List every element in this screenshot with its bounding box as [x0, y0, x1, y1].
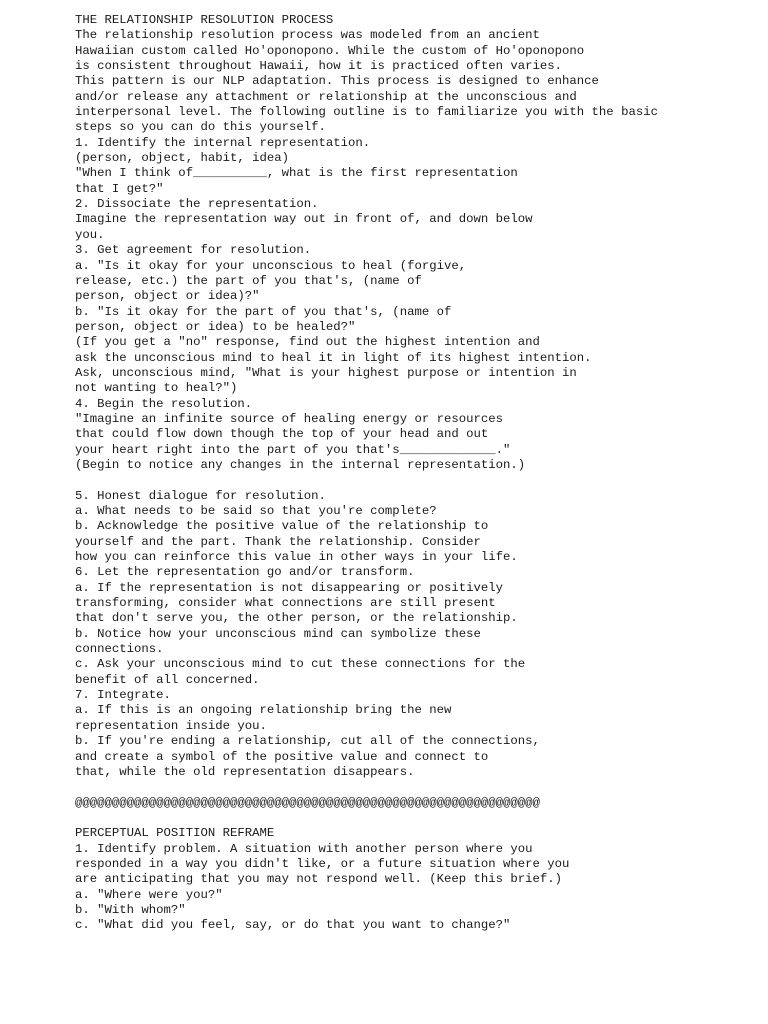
- text-line: b. Acknowledge the positive value of the relationship to: [75, 519, 489, 534]
- text-line: 7. Integrate.: [75, 688, 171, 703]
- text-line: c. Ask your unconscious mind to cut these connections for the: [75, 657, 526, 672]
- text-line: Imagine the representation way out in front of, and down below: [75, 212, 533, 227]
- text-line: your heart right into the part of you that's_____________.": [75, 442, 511, 457]
- text-line: "Imagine an infinite source of healing energy or resources: [75, 411, 504, 426]
- text-line: and/or release any attachment or relationship at the unconscious and: [75, 89, 577, 104]
- text-line: @@@@@@@@@@@@@@@@@@@@@@@@@@@@@@@@@@@@@@@@@@@@@@@@@@@@@@@@@@@@@@@: [75, 795, 540, 810]
- text-line: representation inside you.: [75, 718, 267, 733]
- text-line: b. "Is it okay for the part of you that's, (name of: [75, 304, 452, 319]
- text-line: a. If this is an ongoing relationship bring the new: [75, 703, 452, 718]
- text-line: and create a symbol of the positive value and connect to: [75, 749, 489, 764]
- text-line: ask the unconscious mind to heal it in light of its highest intention.: [75, 350, 592, 365]
- text-line: is consistent throughout Hawaii, how it is practiced often varies.: [75, 59, 563, 74]
- text-line: how you can reinforce this value in other ways in your life.: [75, 550, 518, 565]
- text-line: 4. Begin the resolution.: [75, 396, 253, 411]
- text-line: that don't serve you, the other person, or the relationship.: [75, 611, 518, 626]
- text-line: interpersonal level. The following outline is to familiarize you with the basic: [75, 105, 658, 120]
- text-line: 2. Dissociate the representation.: [75, 197, 319, 212]
- text-line: THE RELATIONSHIP RESOLUTION PROCESS: [75, 13, 334, 27]
- text-line: 1. Identify the internal representation.: [75, 135, 371, 150]
- text-line: a. "Is it okay for your unconscious to heal (forgive,: [75, 258, 467, 273]
- text-line: b. If you're ending a relationship, cut all of the connections,: [75, 734, 540, 749]
- text-line: Hawaiian custom called Ho'oponopono. While the custom of Ho'oponopono: [75, 43, 585, 58]
- text-line: [75, 473, 745, 488]
- text-line: 5. Honest dialogue for resolution.: [75, 488, 326, 503]
- text-line: that I get?": [75, 181, 164, 196]
- text-line: This pattern is our NLP adaptation. This process is designed to enhance: [75, 74, 599, 89]
- text-line: release, etc.) the part of you that's, (name of: [75, 273, 422, 288]
- text-line: 6. Let the representation go and/or transform.: [75, 565, 415, 580]
- document-text: [75, 13, 745, 934]
- text-line: that, while the old representation disappears.: [75, 764, 415, 779]
- text-line: a. If the representation is not disappearing or positively: [75, 580, 504, 595]
- text-line: you.: [75, 227, 105, 242]
- text-line: (Begin to notice any changes in the internal representation.): [75, 457, 526, 472]
- text-line: b. Notice how your unconscious mind can symbolize these: [75, 626, 481, 641]
- text-line: a. "Where were you?": [75, 887, 223, 902]
- text-line: connections.: [75, 642, 164, 657]
- text-line: are anticipating that you may not respond well. (Keep this brief.): [75, 872, 563, 887]
- text-line: person, object or idea) to be healed?": [75, 319, 356, 334]
- text-line: yourself and the part. Thank the relationship. Consider: [75, 534, 481, 549]
- text-line: Ask, unconscious mind, "What is your highest purpose or intention in: [75, 365, 577, 380]
- text-line: steps so you can do this yourself.: [75, 120, 326, 135]
- text-line: (If you get a "no" response, find out the highest intention and: [75, 335, 540, 350]
- text-line: that could flow down though the top of your head and out: [75, 427, 489, 442]
- text-line: responded in a way you didn't like, or a future situation where you: [75, 856, 570, 871]
- text-line: benefit of all concerned.: [75, 672, 260, 687]
- text-line: c. "What did you feel, say, or do that you want to change?": [75, 918, 511, 933]
- text-line: not wanting to heal?"): [75, 381, 238, 396]
- text-line: (person, object, habit, idea): [75, 151, 290, 166]
- text-line: [75, 811, 745, 826]
- text-line: The relationship resolution process was modeled from an ancient: [75, 28, 540, 43]
- text-line: a. What needs to be said so that you're complete?: [75, 504, 437, 518]
- text-line: transforming, consider what connections are still present: [75, 596, 496, 611]
- text-line: [75, 780, 745, 795]
- text-line: PERCEPTUAL POSITION REFRAME: [75, 826, 275, 841]
- text-line: 3. Get agreement for resolution.: [75, 243, 312, 258]
- text-line: "When I think of__________, what is the first representation: [75, 166, 518, 181]
- text-line: 1. Identify problem. A situation with another person where you: [75, 841, 533, 856]
- text-line: b. "With whom?": [75, 902, 186, 917]
- text-line: person, object or idea)?": [75, 289, 260, 304]
